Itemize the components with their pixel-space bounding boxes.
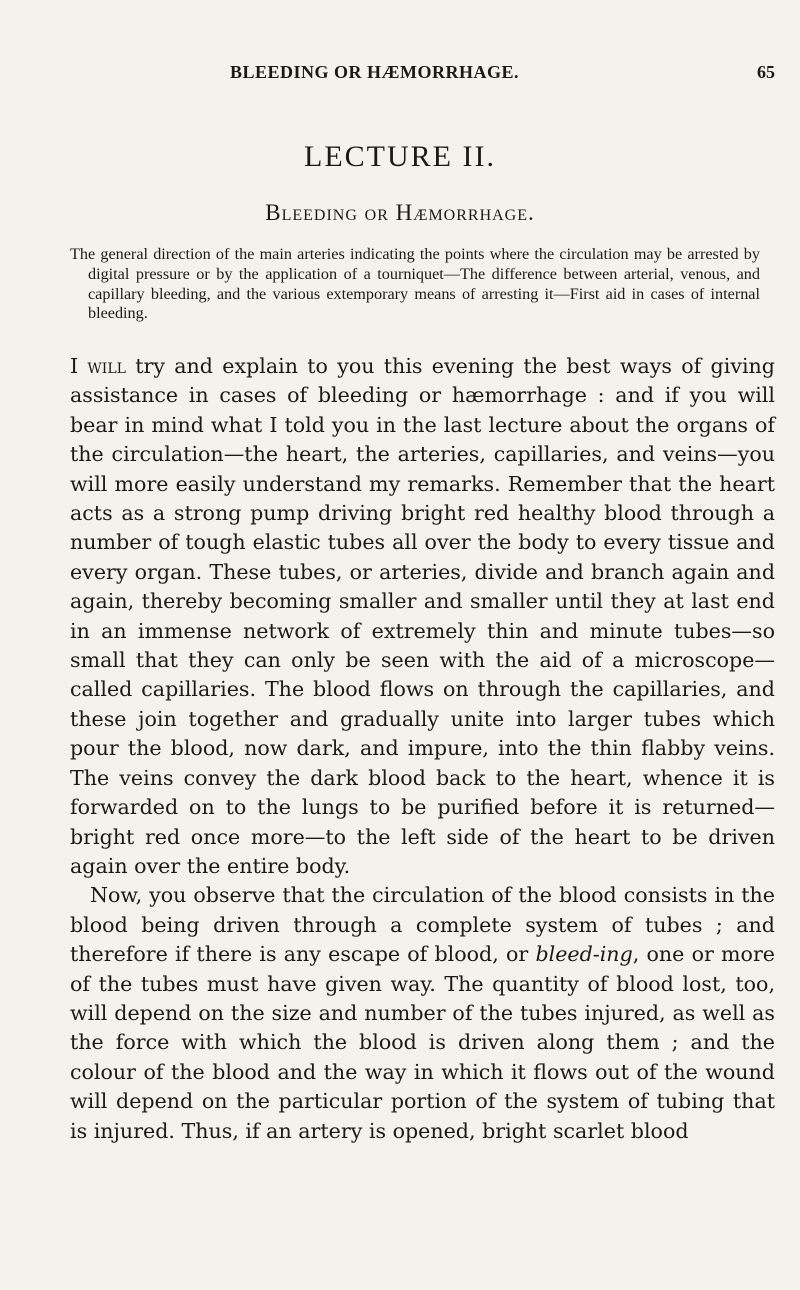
- lecture-title: LECTURE II.: [304, 140, 496, 173]
- paragraph-1-lead: I will: [70, 354, 126, 378]
- paragraph-1: [70, 352, 775, 881]
- paragraph-2-before: Now, you observe that the circulation of the blood consists in the blood being driven through a complete system of tubes ; and therefore if there is any escape of blood, or: [70, 883, 775, 967]
- running-head: [70, 62, 775, 86]
- running-title: BLEEDING OR HÆMORRHAGE.: [230, 62, 520, 82]
- page-number: 65: [757, 62, 775, 82]
- paragraph-2-after: , one or more of the tubes must have given way. The quantity of blood lost, too, will depend on the size and number of the tubes injured, as well as the force with which the blood is driven along them ; and the colour of the blood and the way in which it flows out of the wound will depend on the particular portion of the system of tubing that is injured. Thus, if an artery is opened, bright scarlet blood: [70, 942, 775, 1143]
- body-text: [70, 352, 775, 1146]
- paragraph-2-emphasis: bleed-ing: [535, 942, 633, 967]
- chapter-summary-text: The general direction of the main arteries indicating the points where the circulation may be arrested by digital pressure or by the application of a tourniquet—The difference between arterial, venous, and capillary bleeding, and the various extemporary means of arresting it—First aid in cases of internal bleeding.: [70, 245, 760, 323]
- paragraph-2: [70, 881, 775, 1146]
- chapter-summary: [70, 245, 760, 324]
- paragraph-1-text: try and explain to you this evening the best ways of giving assistance in cases of bleeding or hæmorrhage : and if you will bear in mind what I told you in the last lecture about the organs of the circulation—the heart, the arteries, capillaries, and veins—you will more easily understand my remarks. Remember that the heart acts as a strong pump driving bright red healthy blood through a number of tough elastic tubes all over the body to every tissue and every organ. These tubes, or arteries, divide and branch again and again, thereby becoming smaller and smaller until they at last end in an immense network of extremely thin and minute tubes—so small that they can only be seen with the aid of a microscope—called capillaries. The blood flows on through the capillaries, and these join together and gradually unite into larger tubes which pour the blood, now dark, and impure, into the thin flabby veins. The veins convey the dark blood back to the heart, whence it is forwarded on to the lungs to be purified before it is returned—bright red once more—to the left side of the heart to be driven again over the entire body.: [70, 354, 775, 878]
- lecture-subtitle: Bleeding or Hæmorrhage.: [265, 200, 535, 225]
